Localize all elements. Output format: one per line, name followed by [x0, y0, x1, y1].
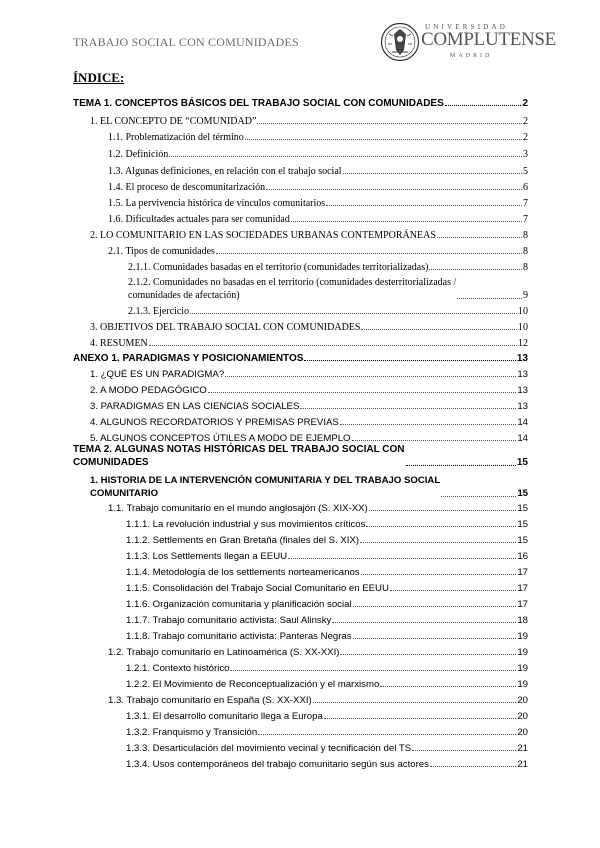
toc-leader-dots — [324, 718, 517, 719]
toc-entry-label-line2: COMUNITARIO — [90, 488, 159, 499]
toc-entry[interactable] — [126, 743, 528, 754]
toc-entry-page: 15 — [517, 519, 528, 530]
toc-leader-dots — [380, 686, 516, 687]
toc-entry-page: 2 — [523, 132, 528, 143]
toc-entry-page: 21 — [517, 743, 528, 754]
toc-entry-label: 2. LO COMUNITARIO EN LAS SOCIEDADES URBANAS CONTEMPORÁNEAS — [90, 230, 436, 241]
toc-entry-page: 14 — [517, 417, 528, 428]
toc-entry-page: 20 — [517, 711, 528, 722]
toc-entry-page: 13 — [516, 353, 528, 364]
toc-entry-page: 13 — [517, 401, 528, 412]
toc-entry-page: 19 — [517, 663, 528, 674]
toc-entry-page: 7 — [523, 198, 528, 209]
toc-entry-label-line1: 1. HISTORIA DE LA INTERVENCIÓN COMUNITARIA Y DEL TRABAJO SOCIAL — [90, 475, 441, 486]
toc-entry-label — [128, 276, 456, 302]
toc-entry-page: 19 — [517, 647, 528, 658]
toc-entry-label: ANEXO 1. PARADIGMAS Y POSICIONAMIENTOS — [73, 353, 304, 364]
toc-entry[interactable] — [126, 711, 528, 722]
toc-entry-label: 5. ALGUNOS CONCEPTOS ÚTILES A MODO DE EJEMPLO — [90, 433, 351, 444]
toc-entry-label: 3. OBJETIVOS DEL TRABAJO SOCIAL CON COMUNIDADES — [90, 322, 361, 333]
toc-leader-dots — [313, 702, 517, 703]
toc-leader-dots — [245, 139, 522, 140]
toc-entry[interactable] — [126, 727, 528, 738]
toc-entry-label: 4. ALGUNOS RECORDATORIOS Y PREMISAS PREVIAS — [90, 417, 339, 428]
toc-leader-dots — [340, 654, 516, 655]
toc-entry[interactable] — [73, 98, 528, 109]
toc-entry-page: 8 — [523, 262, 528, 273]
logo-university-text: UNIVERSIDAD — [425, 23, 509, 31]
toc-leader-dots — [406, 465, 516, 466]
toc-leader-dots — [266, 189, 522, 190]
toc-entry-label: 1.1.1. La revolución industrial y sus movimientos críticos — [126, 519, 366, 530]
toc-entry-label: 1.1.6. Organización comunitaria y planificación social — [126, 599, 352, 610]
toc-entry-label: 1.3.1. El desarrollo comunitario llega a Europa — [126, 711, 323, 722]
toc-leader-dots — [441, 496, 516, 497]
toc-leader-dots — [169, 156, 522, 157]
toc-entry-label-line1: TEMA 2. ALGUNAS NOTAS HISTÓRICAS DEL TRABAJO SOCIAL CON — [73, 444, 405, 455]
toc-entry[interactable] — [108, 246, 528, 257]
toc-entry-label-line1: 2.1.2. Comunidades no basadas en el territorio (comunidades desterritorializadas / — [128, 277, 457, 288]
toc-entry[interactable] — [90, 230, 528, 241]
toc-entry-page: 14 — [517, 433, 528, 444]
toc-entry[interactable] — [108, 166, 528, 177]
toc-entry[interactable] — [126, 759, 528, 770]
toc-entry-page: 17 — [517, 599, 528, 610]
toc-entry-label: 1.6. Dificultades actuales para ser comunidad — [108, 214, 290, 225]
toc-leader-dots — [430, 766, 516, 767]
toc-entry[interactable] — [108, 149, 528, 160]
toc-entry-page: 19 — [517, 631, 528, 642]
toc-entry-page: 13 — [517, 385, 528, 396]
toc-leader-dots — [457, 298, 522, 299]
toc-entry[interactable] — [126, 551, 528, 562]
toc-entry[interactable] — [108, 182, 528, 193]
toc-leader-dots — [361, 329, 517, 330]
toc-entry[interactable] — [128, 262, 528, 273]
toc-leader-dots — [149, 345, 517, 346]
toc-entry-label: 1.2. Definición — [108, 149, 169, 160]
toc-entry-page: 10 — [518, 322, 528, 333]
toc-entry-label: 1.1.8. Trabajo comunitario activista: Panteras Negras — [126, 631, 352, 642]
toc-entry-page: 16 — [517, 551, 528, 562]
toc-leader-dots — [304, 360, 515, 361]
toc-leader-dots — [353, 638, 517, 639]
toc-entry[interactable] — [128, 276, 528, 302]
toc-entry[interactable] — [126, 535, 528, 546]
toc-entry[interactable] — [108, 198, 528, 209]
index-title: ÍNDICE: — [73, 70, 125, 85]
toc-entry-page: 20 — [517, 727, 528, 738]
toc-entry[interactable] — [73, 443, 528, 469]
toc-entry[interactable] — [73, 353, 528, 364]
toc-entry-label: 2.1.3. Ejercicio — [128, 306, 190, 317]
toc-entry-page: 2 — [522, 98, 528, 109]
toc-entry[interactable] — [90, 322, 528, 333]
toc-entry-page: 21 — [517, 759, 528, 770]
toc-leader-dots — [225, 376, 516, 377]
toc-entry[interactable] — [90, 338, 528, 349]
toc-entry-page: 6 — [523, 182, 528, 193]
toc-entry-page: 12 — [518, 338, 528, 349]
toc-entry-page: 10 — [518, 306, 528, 317]
toc-entry[interactable] — [90, 369, 528, 380]
toc-entry[interactable] — [90, 116, 528, 127]
toc-entry-label-line2: comunidades de afectación) — [128, 290, 240, 301]
toc-entry-label: 1.4. El proceso de descomunitarización — [108, 182, 266, 193]
toc-entry[interactable] — [108, 503, 528, 514]
toc-entry-label: 1.1.5. Consolidación del Trabajo Social Comunitario en EEUU — [126, 583, 389, 594]
toc-entry-page: 9 — [523, 290, 528, 301]
toc-entry-label: 1.3.2. Franquismo y Transición — [126, 727, 258, 738]
toc-leader-dots — [445, 105, 522, 106]
toc-entry[interactable] — [108, 647, 528, 658]
toc-leader-dots — [257, 123, 522, 124]
toc-leader-dots — [343, 173, 522, 174]
toc-entry-label: 1.3. Algunas definiciones, en relación con el trabajo social — [108, 166, 342, 177]
toc-leader-dots — [412, 750, 516, 751]
toc-leader-dots — [230, 670, 516, 671]
toc-leader-dots — [258, 734, 516, 735]
toc-entry-label: 1.2.1. Contexto histórico — [126, 663, 230, 674]
toc-leader-dots — [326, 205, 522, 206]
toc-entry-label: 2.1. Tipos de comunidades — [108, 246, 215, 257]
toc-entry-label: 1.3. Trabajo comunitario en España (S. XX-XXI) — [108, 695, 312, 706]
toc-entry-page: 3 — [523, 149, 528, 160]
toc-entry[interactable] — [126, 583, 528, 594]
logo-complutense-text: COMPLUTENSE — [421, 29, 556, 50]
toc-entry-page: 7 — [523, 214, 528, 225]
toc-entry-label: 3. PARADIGMAS EN LAS CIENCIAS SOCIALES — [90, 401, 300, 412]
toc-leader-dots — [369, 510, 517, 511]
toc-entry-label — [90, 474, 440, 500]
toc-leader-dots — [216, 253, 522, 254]
toc-leader-dots — [352, 440, 517, 441]
toc-entry-label: 2. A MODO PEDAGÓGICO — [90, 385, 207, 396]
toc-entry[interactable] — [90, 417, 528, 428]
toc-leader-dots — [340, 424, 517, 425]
university-logo — [380, 20, 556, 64]
toc-entry-page: 17 — [517, 567, 528, 578]
toc-entry-page: 8 — [523, 230, 528, 241]
toc-entry-label: 2.1.1. Comunidades basadas en el territorio (comunidades territorializadas) — [128, 262, 429, 273]
toc-entry[interactable] — [90, 474, 528, 500]
toc-entry[interactable] — [108, 214, 528, 225]
toc-entry-label: 1.2.2. El Movimiento de Reconceptualización y el marxismo — [126, 679, 380, 690]
toc-entry[interactable] — [126, 631, 528, 642]
toc-leader-dots — [300, 408, 516, 409]
toc-entry-label: 1. ¿QUÉ ES UN PARADIGMA? — [90, 369, 225, 380]
toc-entry-page: 18 — [517, 615, 528, 626]
toc-entry[interactable] — [126, 599, 528, 610]
toc-entry-label: 1.1.7. Trabajo comunitario activista: Saul Alinsky — [126, 615, 332, 626]
toc-leader-dots — [360, 542, 516, 543]
toc-entry-page: 13 — [517, 369, 528, 380]
toc-entry-page: 5 — [523, 166, 528, 177]
toc-leader-dots — [190, 313, 517, 314]
toc-entry-label: 1. EL CONCEPTO DE “COMUNIDAD” — [90, 116, 257, 127]
toc-entry-label: 4. RESUMEN — [90, 338, 148, 349]
toc-entry[interactable] — [126, 679, 528, 690]
toc-entry-label: 1.2. Trabajo comunitario en Latinoamérica (S. XX-XXI) — [108, 647, 340, 658]
toc-entry-page: 15 — [516, 457, 528, 468]
university-seal-icon — [380, 22, 420, 62]
toc-entry-page: 15 — [517, 488, 528, 499]
toc-entry-label — [73, 443, 405, 469]
toc-entry-label: 1.1.4. Metodología de los settlements norteamericanos — [126, 567, 360, 578]
toc-entry-label: 1.3.3. Desarticulación del movimiento vecinal y tecnificación del TS — [126, 743, 412, 754]
toc-leader-dots — [429, 269, 522, 270]
running-header-title: TRABAJO SOCIAL CON COMUNIDADES — [73, 35, 299, 49]
toc-leader-dots — [361, 574, 517, 575]
toc-leader-dots — [208, 392, 517, 393]
toc-entry-label: 1.1.3. Los Settlements llegan a EEUU — [126, 551, 288, 562]
toc-entry-label: 1.1.2. Settlements en Gran Bretaña (finales del S. XIX) — [126, 535, 360, 546]
toc-entry[interactable] — [126, 567, 528, 578]
toc-leader-dots — [288, 558, 516, 559]
toc-leader-dots — [390, 590, 516, 591]
toc-entry[interactable] — [128, 306, 528, 317]
toc-entry[interactable] — [108, 132, 528, 143]
toc-entry[interactable] — [90, 385, 528, 396]
logo-madrid-text: MADRID — [450, 53, 493, 59]
toc-entry-page: 20 — [517, 695, 528, 706]
toc-entry-page: 8 — [523, 246, 528, 257]
toc-entry[interactable] — [126, 519, 528, 530]
toc-entry-label: 1.1. Problematización del término — [108, 132, 244, 143]
toc-entry-page: 15 — [517, 503, 528, 514]
toc-entry-page: 2 — [523, 116, 528, 127]
toc-entry-label: 1.1. Trabajo comunitario en el mundo anglosajón (S. XIX-XX) — [108, 503, 368, 514]
toc-leader-dots — [366, 526, 516, 527]
toc-entry[interactable] — [126, 663, 528, 674]
toc-leader-dots — [291, 221, 522, 222]
toc-entry-label: TEMA 1. CONCEPTOS BÁSICOS DEL TRABAJO SOCIAL CON COMUNIDADES — [73, 98, 444, 109]
toc-entry[interactable] — [126, 615, 528, 626]
toc-entry-label: 1.5. La pervivencia histórica de vínculos comunitarios — [108, 198, 326, 209]
toc-entry-page: 17 — [517, 583, 528, 594]
toc-entry-page: 19 — [517, 679, 528, 690]
toc-entry-page: 15 — [517, 535, 528, 546]
toc-leader-dots — [353, 606, 517, 607]
toc-entry-label-line2: COMUNIDADES — [73, 457, 149, 468]
toc-leader-dots — [332, 622, 516, 623]
toc-entry-label: 1.3.4. Usos contemporáneos del trabajo comunitario según sus actores — [126, 759, 429, 770]
toc-entry[interactable] — [108, 695, 528, 706]
toc-entry[interactable] — [90, 401, 528, 412]
toc-leader-dots — [437, 237, 522, 238]
